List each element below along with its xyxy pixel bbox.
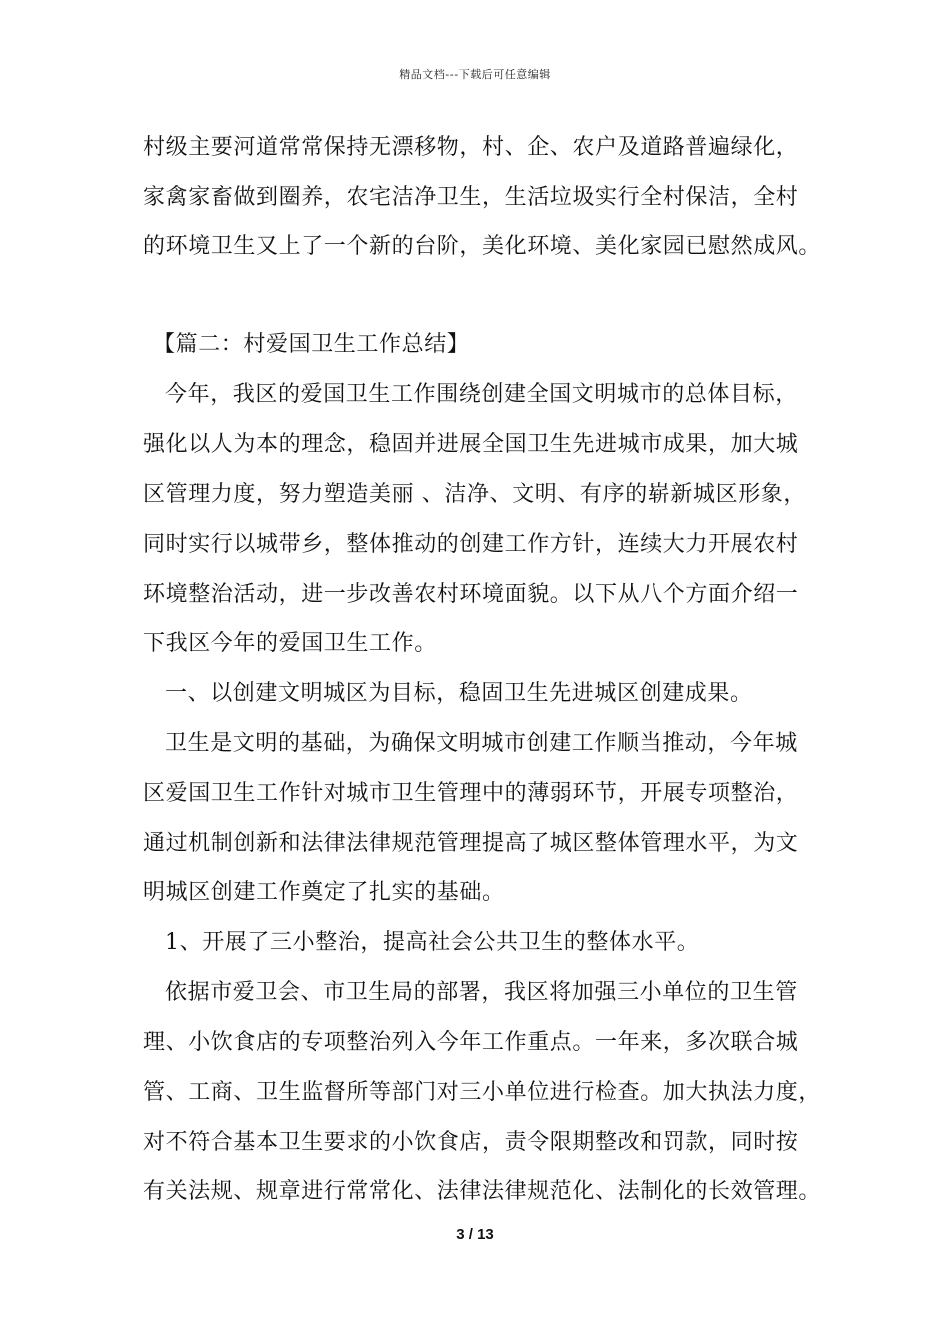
body-line: 同时实行以城带乡，整体推动的创建工作方针，连续大力开展农村 (143, 532, 799, 557)
body-line: 区爱国卫生工作针对城市卫生管理中的薄弱环节，开展专项整治， (143, 781, 799, 806)
subsection-heading: 1、开展了三小整治，提高社会公共卫生的整体水平。 (165, 930, 700, 955)
body-line: 通过机制创新和法律法律规范管理提高了城区整体管理水平，为文 (143, 831, 799, 856)
body-line: 明城区创建工作奠定了扎实的基础。 (143, 880, 505, 905)
body-line: 环境整治活动，进一步改善农村环境面貌。以下从八个方面介绍一 (143, 582, 799, 607)
section-heading: 【篇二：村爱国卫生工作总结】 (153, 332, 470, 357)
body-line: 的环境卫生又上了一个新的台阶，美化环境、美化家园已慰然成风。 (143, 234, 822, 259)
subsection-heading: 一、以创建文明城区为目标，稳固卫生先进城区创建成果。 (165, 681, 753, 706)
body-line: 下我区今年的爱国卫生工作。 (143, 631, 437, 656)
page-number: 3 / 13 (456, 1226, 494, 1243)
body-line: 理、小饮食店的专项整治列入今年工作重点。一年来，多次联合城 (143, 1030, 799, 1055)
body-line: 家禽家畜做到圈养，农宅洁净卫生，生活垃圾实行全村保洁，全村 (143, 185, 799, 210)
body-line: 对不符合基本卫生要求的小饮食店，责令限期整改和罚款，同时按 (143, 1130, 799, 1155)
document-header: 精品文档---下载后可任意编辑 (399, 68, 551, 81)
body-line: 依据市爱卫会、市卫生局的部署，我区将加强三小单位的卫生管 (165, 980, 798, 1005)
body-line: 村级主要河道常常保持无漂移物，村、企、农户及道路普遍绿化， (143, 135, 799, 160)
body-line: 有关法规、规章进行常常化、法律法律规范化、法制化的长效管理。 (143, 1179, 822, 1204)
body-line: 管、工商、卫生监督所等部门对三小单位进行检查。加大执法力度， (143, 1080, 822, 1105)
body-line: 今年，我区的爱国卫生工作围绕创建全国文明城市的总体目标， (165, 382, 798, 407)
body-line: 强化以人为本的理念，稳固并进展全国卫生先进城市成果，加大城 (143, 432, 799, 457)
body-line: 卫生是文明的基础，为确保文明城市创建工作顺当推动，今年城 (165, 731, 798, 756)
body-line: 区管理力度，努力塑造美丽 、洁净、文明、有序的崭新城区形象， (143, 482, 806, 507)
